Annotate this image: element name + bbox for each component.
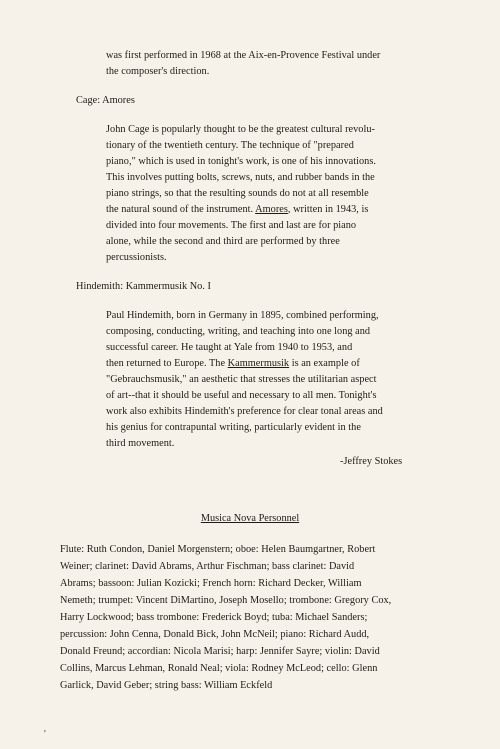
personnel-line: Weiner; clarinet: David Abrams, Arthur Fischman; bass clarinet: David bbox=[60, 561, 355, 572]
hindemith-line-text: is an example of bbox=[289, 358, 360, 369]
personnel-line: Harry Lockwood; bass trombone: Frederick Boyd; tuba: Michael Sanders; bbox=[60, 612, 368, 623]
hindemith-line: "Gebrauchsmusik," an aesthetic that stresses the utilitarian aspect bbox=[106, 374, 377, 385]
kammermusik-title: Kammermusik bbox=[227, 358, 290, 369]
personnel-line: Garlick, David Geber; string bass: William Eckfeld bbox=[60, 680, 273, 691]
cage-line: piano," which is used in tonight's work, is one of his innovations. bbox=[106, 156, 376, 167]
personnel-line: Abrams; bassoon: Julian Kozicki; French horn: Richard Decker, William bbox=[60, 578, 362, 589]
stray-mark: ' bbox=[44, 729, 46, 740]
hindemith-line: his genius for contrapuntal writing, particularly evident in the bbox=[106, 422, 361, 433]
cage-line: John Cage is popularly thought to be the greatest cultural revolu- bbox=[106, 124, 375, 135]
hindemith-line bbox=[106, 357, 360, 371]
hindemith-line: third movement. bbox=[106, 438, 175, 449]
cage-line: percussionists. bbox=[106, 252, 167, 263]
hindemith-line-text: then returned to Europe. bbox=[106, 358, 207, 369]
personnel-title-text: Musica Nova Personnel bbox=[200, 513, 300, 524]
cage-line: divided into four movements. The first and last are for piano bbox=[106, 220, 357, 231]
personnel-line: Collins, Marcus Lehman, Ronald Neal; viola: Rodney McLeod; cello: Glenn bbox=[60, 663, 378, 674]
hindemith-line: of art--that it should be useful and necessary to all men. Tonight's bbox=[106, 390, 377, 401]
personnel-line: Nemeth; trumpet: Vincent DiMartino, Joseph Mosello; trombone: Gregory Cox, bbox=[60, 595, 392, 606]
personnel-line: percussion: John Cenna, Donald Bick, John McNeil; piano: Richard Audd, bbox=[60, 629, 370, 640]
hindemith-heading: Hindemith: Kammermusik No. I bbox=[76, 281, 211, 292]
cage-line-text: the natural sound of the instrument. bbox=[106, 204, 254, 215]
amores-title: Amores bbox=[255, 204, 288, 215]
cage-heading: Cage: Amores bbox=[76, 95, 135, 106]
cage-line-text: , written in 1943, is bbox=[287, 204, 369, 215]
hindemith-line: composing, conducting, writing, and teaching into one long and bbox=[106, 326, 371, 337]
author-signature: -Jeffrey Stokes bbox=[340, 456, 403, 467]
personnel-line: Donald Freund; accordian: Nicola Marisi; harp: Jennifer Sayre; violin: David bbox=[60, 646, 380, 657]
cage-line bbox=[106, 203, 368, 217]
intro-line: the composer's direction. bbox=[106, 66, 210, 77]
hindemith-line: work also exhibits Hindemith's preference for clear tonal areas and bbox=[106, 406, 383, 417]
cage-line: piano strings, so that the resulting sounds do not at all resemble bbox=[106, 188, 369, 199]
cage-line: tionary of the twentieth century. The technique of "prepared bbox=[106, 140, 354, 151]
hindemith-line-text: The bbox=[208, 358, 226, 369]
personnel-line: Flute: Ruth Condon, Daniel Morgenstern; oboe: Helen Baumgartner, Robert bbox=[60, 544, 376, 555]
personnel-title bbox=[0, 513, 500, 524]
cage-line: This involves putting bolts, screws, nuts, and rubber bands in the bbox=[106, 172, 375, 183]
hindemith-line: successful career. He taught at Yale from 1940 to 1953, and bbox=[106, 342, 353, 353]
cage-line: alone, while the second and third are performed by three bbox=[106, 236, 340, 247]
intro-line: was first performed in 1968 at the Aix-en-Provence Festival under bbox=[106, 50, 381, 61]
hindemith-line: Paul Hindemith, born in Germany in 1895, combined performing, bbox=[106, 310, 379, 321]
